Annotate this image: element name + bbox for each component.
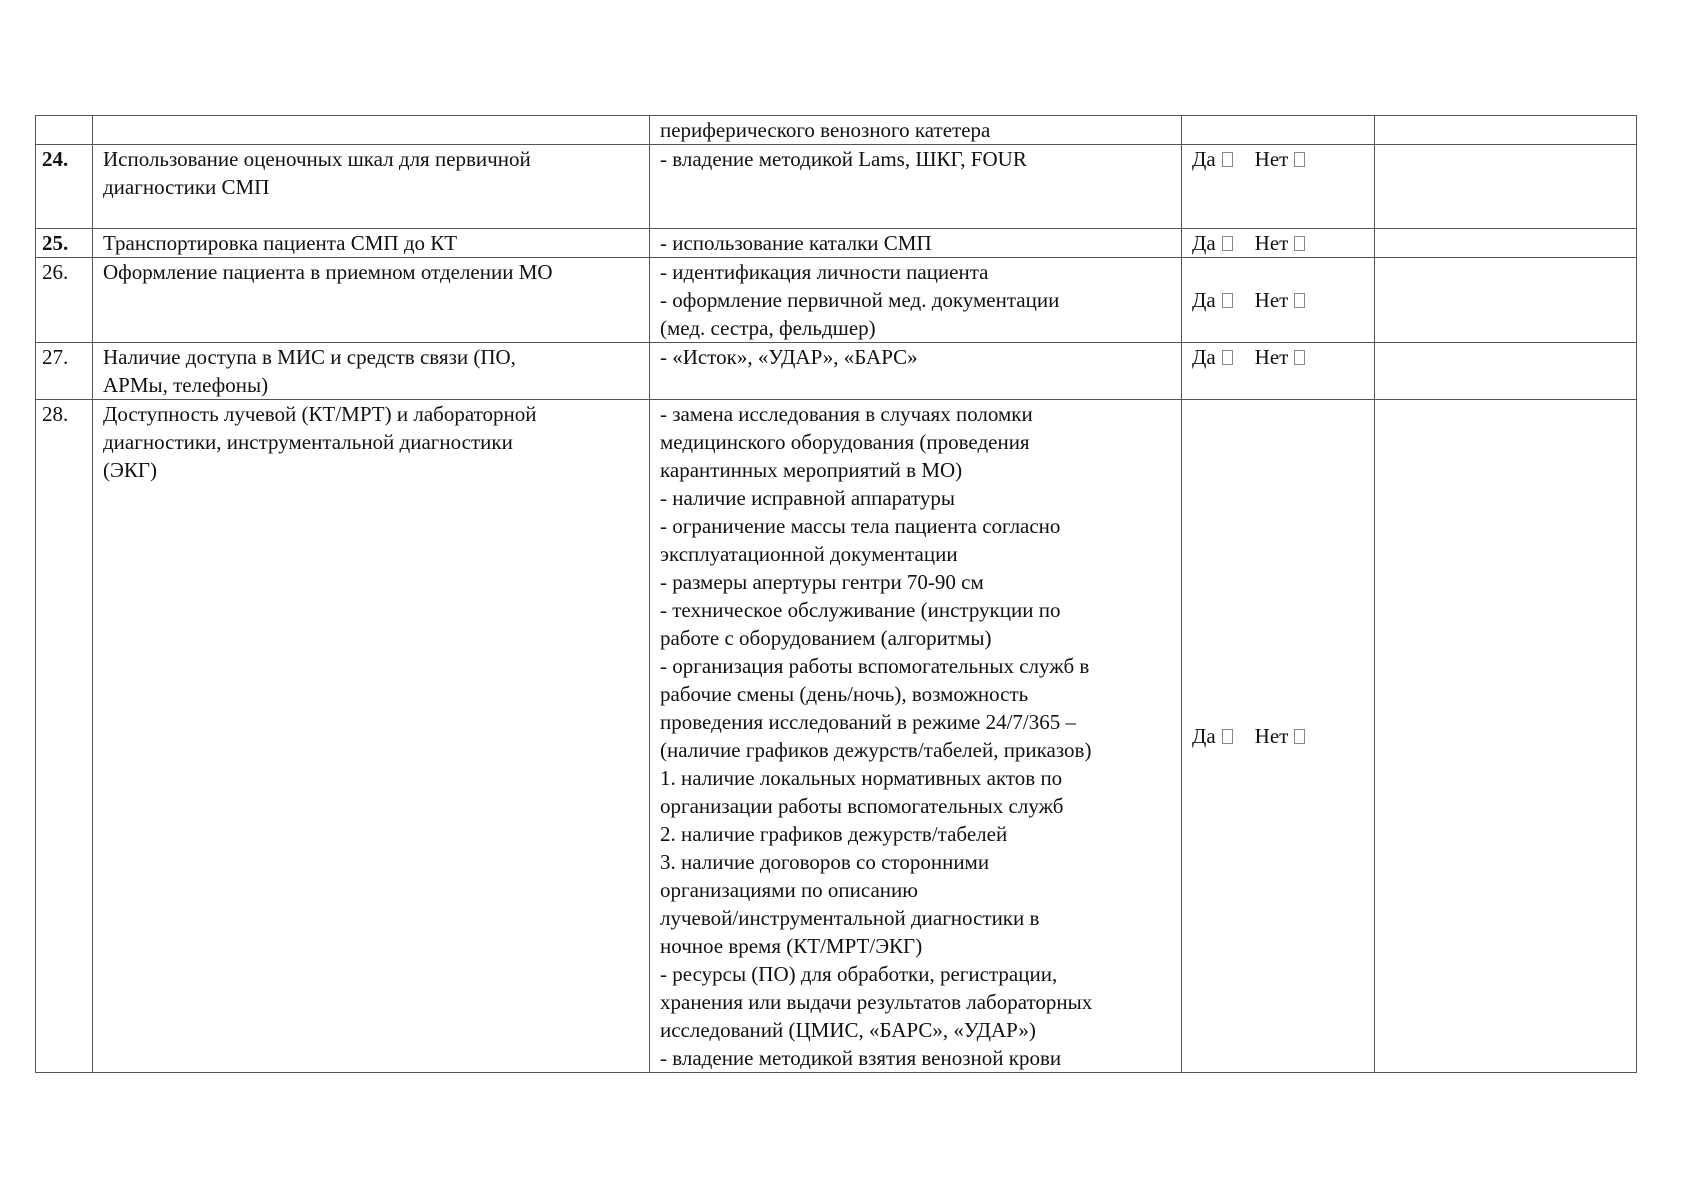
criterion-detail-line: - размеры апертуры гентри 70-90 см [660,570,984,594]
criterion-detail-line: - наличие исправной аппаратуры [660,486,955,510]
criterion-detail-line: (мед. сестра, фельдшер) [660,316,876,340]
answer-cell [1182,343,1375,400]
criterion-detail-line: проведения исследований в режиме 24/7/365 – [660,710,1076,734]
answer-cell [1182,116,1375,145]
criterion-detail-line: - владение методикой Lams, ШКГ, FOUR [660,147,1027,171]
yes-label: Да [1192,724,1216,748]
criterion-name-line: Доступность лучевой (КТ/МРТ) и лабораторной [103,402,537,426]
no-label: Нет [1254,345,1289,369]
answer-cell [1182,400,1375,1073]
yes-label: Да [1192,345,1216,369]
yes-option[interactable] [1192,343,1233,371]
criterion-detail-line: - оформление первичной мед. документации [660,288,1060,312]
criterion-detail-line: - использование каталки СМП [660,231,932,255]
yes-checkbox-icon[interactable] [1222,293,1233,308]
criterion-detail-line: рабочие смены (день/ночь), возможность [660,682,1029,706]
table-body [36,116,1637,1073]
criterion-detail-line: - замена исследования в случаях поломки [660,402,1033,426]
criterion-name [93,229,650,258]
no-option[interactable] [1255,229,1306,257]
no-checkbox-icon[interactable] [1294,293,1305,308]
no-option[interactable] [1255,145,1306,173]
no-checkbox-icon[interactable] [1294,350,1305,365]
row-number: 24. [36,145,93,229]
criterion-details [650,400,1182,1073]
criterion-name-line: Транспортировка пациента СМП до КТ [103,231,458,255]
criterion-name-line: (ЭКГ) [103,458,157,482]
criterion-name-line: диагностики, инструментальной диагностики [103,430,513,454]
checklist-table [35,115,1637,1073]
criterion-detail-line: ночное время (КТ/МРТ/ЭКГ) [660,934,923,958]
criterion-detail-line: работе с оборудованием (алгоритмы) [660,626,992,650]
criterion-name [93,258,650,343]
criterion-detail-line: организациями по описанию [660,878,918,902]
criterion-detail-line: эксплуатационной документации [660,542,958,566]
table-row [36,229,1637,258]
criterion-name [93,400,650,1073]
criterion-detail-line: 2. наличие графиков дежурств/табелей [660,822,1008,846]
yes-no-choice [1192,722,1327,750]
criterion-name [93,343,650,400]
criterion-detail-line: - ограничение массы тела пациента согласно [660,514,1061,538]
table-row [36,258,1637,343]
notes-cell[interactable] [1375,229,1637,258]
yes-option[interactable] [1192,145,1233,173]
yes-checkbox-icon[interactable] [1222,236,1233,251]
no-checkbox-icon[interactable] [1294,152,1305,167]
answer-cell [1182,145,1375,229]
notes-cell[interactable] [1375,400,1637,1073]
yes-option[interactable] [1192,722,1233,750]
no-label: Нет [1254,231,1289,255]
criterion-detail-line: лучевой/инструментальной диагностики в [660,906,1040,930]
yes-label: Да [1192,147,1216,171]
criterion-details [650,116,1182,145]
no-label: Нет [1254,147,1289,171]
row-number [36,116,93,145]
table-row [36,116,1637,145]
row-number: 25. [36,229,93,258]
yes-no-choice [1192,343,1327,371]
table-row [36,400,1637,1073]
notes-cell[interactable] [1375,258,1637,343]
criterion-detail-line: периферического венозного катетера [660,118,991,142]
yes-label: Да [1192,231,1216,255]
no-option[interactable] [1255,286,1306,314]
criterion-details [650,343,1182,400]
criterion-name [93,116,650,145]
criterion-details [650,229,1182,258]
criterion-name-line: диагностики СМП [103,175,270,199]
criterion-name-line: Оформление пациента в приемном отделении МО [103,260,553,284]
criterion-detail-line: медицинского оборудования (проведения [660,430,1030,454]
answer-cell [1182,229,1375,258]
yes-checkbox-icon[interactable] [1222,729,1233,744]
no-option[interactable] [1255,343,1306,371]
no-label: Нет [1254,724,1289,748]
criterion-name-line: Использование оценочных шкал для первичной [103,147,531,171]
yes-checkbox-icon[interactable] [1222,152,1233,167]
no-label: Нет [1254,288,1289,312]
yes-no-choice [1192,145,1327,173]
yes-option[interactable] [1192,286,1233,314]
criterion-name-line: АРМы, телефоны) [103,373,269,397]
yes-checkbox-icon[interactable] [1222,350,1233,365]
notes-cell[interactable] [1375,343,1637,400]
criterion-name-line: Наличие доступа в МИС и средств связи (ПО, [103,345,516,369]
row-number: 27. [36,343,93,400]
criterion-detail-line: - «Исток», «УДАР», «БАРС» [660,345,918,369]
row-number: 26. [36,258,93,343]
table-row [36,145,1637,229]
yes-no-choice [1192,286,1327,314]
yes-option[interactable] [1192,229,1233,257]
criterion-details [650,258,1182,343]
row-number: 28. [36,400,93,1073]
criterion-detail-line: 3. наличие договоров со сторонними [660,850,990,874]
yes-label: Да [1192,288,1216,312]
criterion-detail-line: - владение методикой взятия венозной крови [660,1046,1062,1070]
criterion-detail-line: 1. наличие локальных нормативных актов по [660,766,1063,790]
criterion-detail-line: - организация работы вспомогательных служб в [660,654,1090,678]
criterion-detail-line: - техническое обслуживание (инструкции по [660,598,1061,622]
yes-no-choice [1192,229,1327,257]
criterion-detail-line: - идентификация личности пациента [660,260,989,284]
no-checkbox-icon[interactable] [1294,236,1305,251]
notes-cell[interactable] [1375,116,1637,145]
table-row [36,343,1637,400]
criterion-name [93,145,650,229]
criterion-detail-line: организации работы вспомогательных служб [660,794,1064,818]
notes-cell[interactable] [1375,145,1637,229]
criterion-detail-line: - ресурсы (ПО) для обработки, регистрации, [660,962,1058,986]
no-option[interactable] [1255,722,1306,750]
criterion-detail-line: (наличие графиков дежурств/табелей, приказов) [660,738,1092,762]
criterion-detail-line: исследований (ЦМИС, «БАРС», «УДАР») [660,1018,1036,1042]
no-checkbox-icon[interactable] [1294,729,1305,744]
criterion-detail-line: хранения или выдачи результатов лабораторных [660,990,1093,1014]
answer-cell [1182,258,1375,343]
criterion-details [650,145,1182,229]
criterion-detail-line: карантинных мероприятий в МО) [660,458,963,482]
